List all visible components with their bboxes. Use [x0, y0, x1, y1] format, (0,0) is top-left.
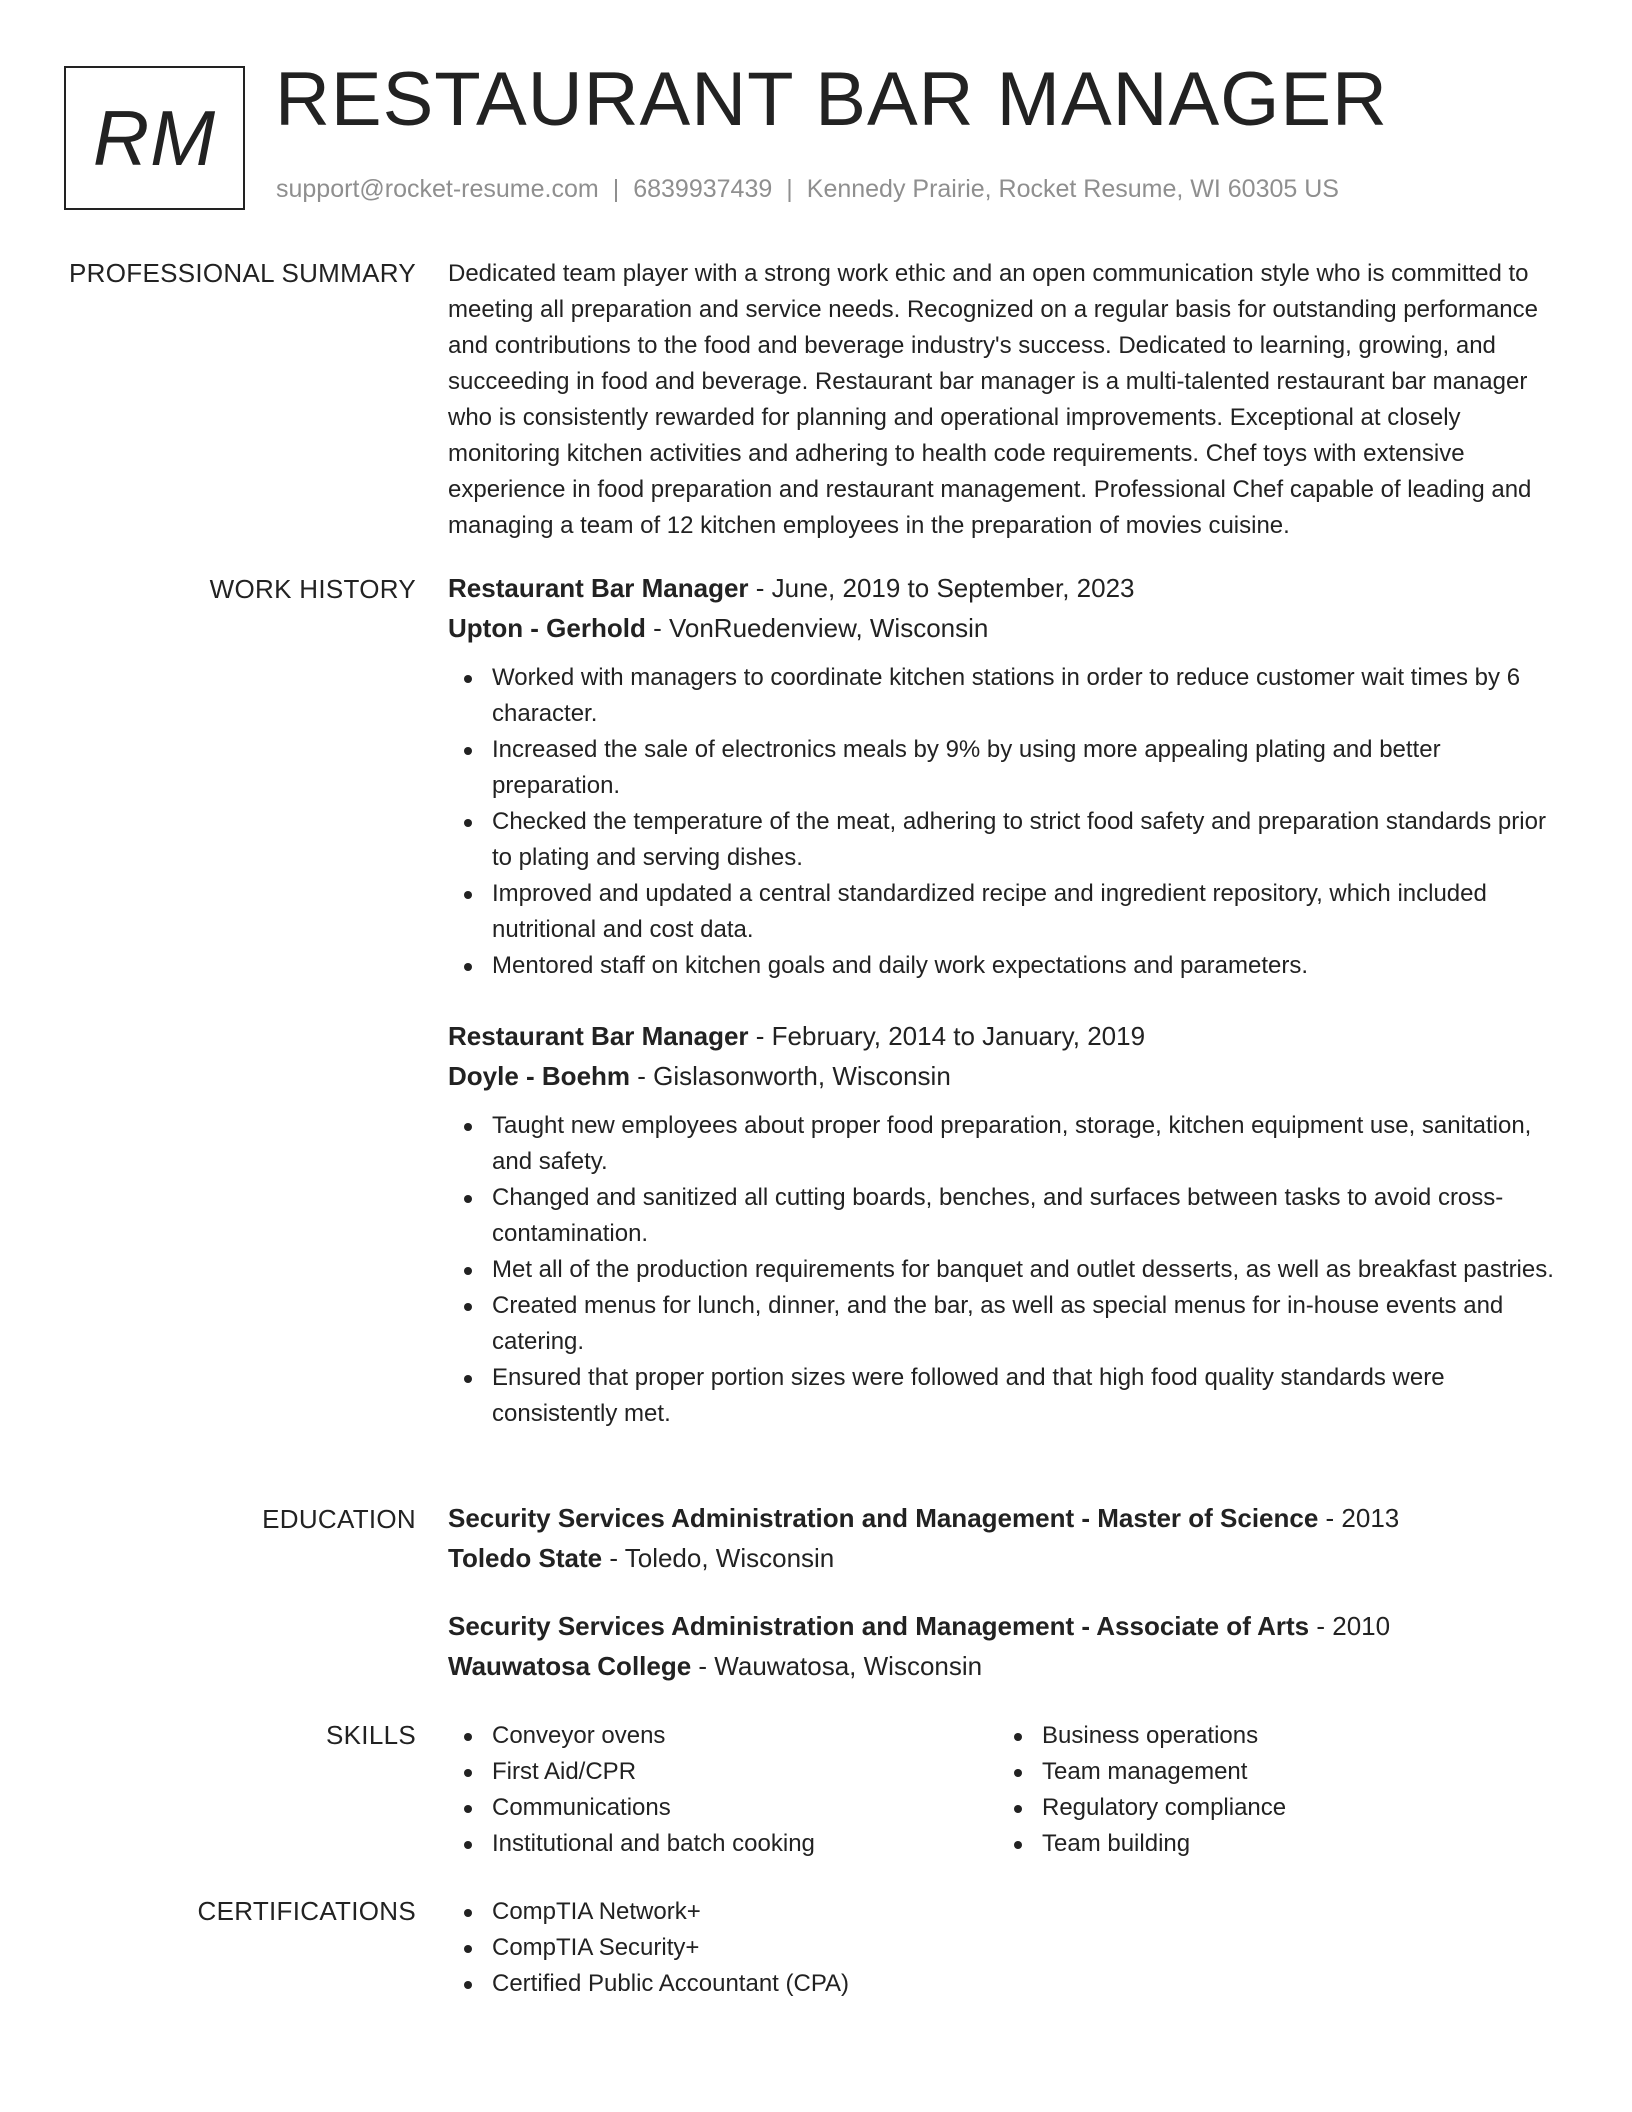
education-entry	[448, 1606, 1570, 1686]
degree: Security Services Administration and Management - Associate of Arts	[448, 1611, 1310, 1641]
skills-column-left	[448, 1718, 998, 1862]
list-item: First Aid/CPR	[448, 1754, 998, 1790]
job-title-line	[448, 568, 1570, 608]
list-item: Team management	[998, 1754, 1548, 1790]
school: Wauwatosa College	[448, 1651, 692, 1681]
job-title-line	[448, 1016, 1570, 1056]
list-item: Mentored staff on kitchen goals and daily work expectations and parameters.	[448, 948, 1570, 984]
certifications-body	[448, 1894, 1570, 2002]
list-item: Regulatory compliance	[998, 1790, 1548, 1826]
education-entry	[448, 1498, 1570, 1578]
contact-separator: |	[612, 175, 620, 203]
list-item: Changed and sanitized all cutting boards, benches, and surfaces between tasks to avoid cross-contamination.	[448, 1180, 1570, 1252]
job-duties-list	[448, 1108, 1570, 1432]
list-item: CompTIA Network+	[448, 1894, 1570, 1930]
list-item: Checked the temperature of the meat, adhering to strict food safety and preparation standards prior to plating and serving dishes.	[448, 804, 1570, 876]
list-item: Certified Public Accountant (CPA)	[448, 1966, 1570, 2002]
job-location: - VonRuedenview, Wisconsin	[645, 613, 989, 643]
skills-list	[998, 1718, 1548, 1862]
contact-line	[276, 175, 1339, 204]
section-label-certifications: CERTIFICATIONS	[197, 1896, 416, 1926]
job-company-line	[448, 608, 1570, 648]
contact-separator: |	[786, 175, 793, 203]
section-label-education: EDUCATION	[262, 1504, 416, 1534]
job-dates: - February, 2014 to January, 2019	[748, 1021, 1146, 1051]
school-line	[448, 1538, 1570, 1578]
list-item: Improved and updated a central standardized recipe and ingredient repository, which included nutritional and cost data.	[448, 876, 1570, 948]
list-item: Taught new employees about proper food preparation, storage, kitchen equipment use, sanitation, and safety.	[448, 1108, 1570, 1180]
section-label-summary: PROFESSIONAL SUMMARY	[69, 258, 416, 288]
degree-line	[448, 1498, 1570, 1538]
job-location: - Gislasonworth, Wisconsin	[630, 1061, 951, 1091]
contact-email: support@rocket-resume.com	[276, 175, 599, 203]
list-item: Met all of the production requirements for banquet and outlet desserts, as well as breakfast pastries.	[448, 1252, 1570, 1288]
degree: Security Services Administration and Management - Master of Science	[448, 1503, 1319, 1533]
school-location: - Wauwatosa, Wisconsin	[691, 1651, 983, 1681]
certifications-list	[448, 1894, 1570, 2002]
list-item: Created menus for lunch, dinner, and the bar, as well as special menus for in-house events and catering.	[448, 1288, 1570, 1360]
list-item: Institutional and batch cooking	[448, 1826, 998, 1862]
degree-year: - 2013	[1318, 1503, 1400, 1533]
school: Toledo State	[448, 1543, 603, 1573]
list-item: CompTIA Security+	[448, 1930, 1570, 1966]
list-item: Worked with managers to coordinate kitchen stations in order to reduce customer wait times by 6 character.	[448, 660, 1570, 732]
job-duties-list	[448, 660, 1570, 984]
list-item: Business operations	[998, 1718, 1548, 1754]
job-entry	[448, 568, 1570, 984]
summary-text: Dedicated team player with a strong work ethic and an open communication style who is committed to meeting all preparation and service needs. Recognized on a regular basis for outstanding performance and contributions to the food and beverage industry's success. Dedicated to learning, growing, and succeeding in food and beverage. Restaurant bar manager is a multi-talented restaurant bar manager who is consistently rewarded for planning and operational improvements. Exceptional at closely monitoring kitchen activities and adhering to health code requirements. Chef toys with extensive experience in food preparation and restaurant management. Professional Chef capable of leading and managing a team of 12 kitchen employees in the preparation of movies cuisine.	[448, 260, 1538, 539]
job-title: Restaurant Bar Manager	[448, 573, 749, 603]
initials: RM	[92, 93, 217, 182]
skills-grid	[448, 1718, 1570, 1862]
job-title: Restaurant Bar Manager	[448, 1021, 749, 1051]
list-item: Conveyor ovens	[448, 1718, 998, 1754]
list-item: Team building	[998, 1826, 1548, 1862]
school-location: - Toledo, Wisconsin	[602, 1543, 835, 1573]
skills-list	[448, 1718, 998, 1862]
resume-title: RESTAURANT BAR MANAGER	[275, 57, 1388, 142]
education-body	[448, 1498, 1570, 1686]
contact-address: Kennedy Prairie, Rocket Resume, WI 60305 US	[806, 175, 1339, 203]
summary-body	[448, 256, 1570, 544]
section-label-skills: SKILLS	[326, 1720, 416, 1750]
section-label-work: WORK HISTORY	[209, 574, 416, 604]
degree-year: - 2010	[1309, 1611, 1391, 1641]
job-company: Upton - Gerhold	[448, 613, 646, 643]
skills-body	[448, 1718, 1570, 1862]
list-item: Ensured that proper portion sizes were followed and that high food quality standards were consistently met.	[448, 1360, 1570, 1432]
job-company: Doyle - Boehm	[448, 1061, 631, 1091]
skills-column-right	[998, 1718, 1548, 1862]
work-history-body	[448, 568, 1570, 1432]
list-item: Increased the sale of electronics meals by 9% by using more appealing plating and better preparation.	[448, 732, 1570, 804]
list-item: Communications	[448, 1790, 998, 1826]
monogram-box	[64, 66, 245, 210]
degree-line	[448, 1606, 1570, 1646]
school-line	[448, 1646, 1570, 1686]
contact-phone: 6839937439	[633, 175, 773, 203]
job-entry	[448, 1016, 1570, 1432]
job-dates: - June, 2019 to September, 2023	[748, 573, 1135, 603]
job-company-line	[448, 1056, 1570, 1096]
